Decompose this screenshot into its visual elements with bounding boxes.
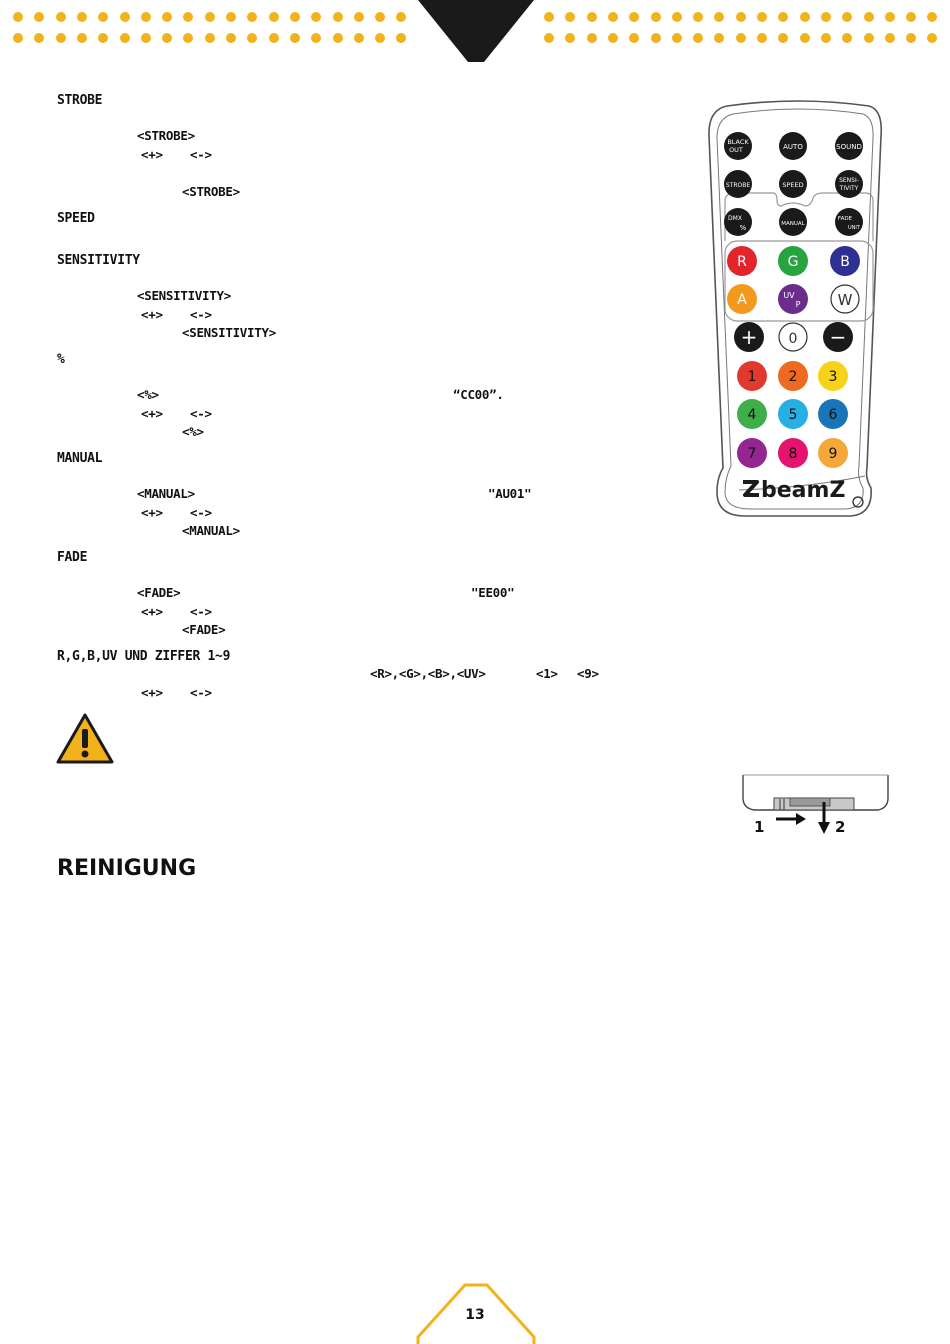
border-dot [629, 33, 639, 43]
remote-label-fade: FADE [837, 216, 853, 222]
top-dotted-border-right [540, 12, 950, 52]
percent-code: “CC00”. [453, 387, 504, 402]
manual-minus-key: <-> [190, 505, 212, 520]
border-dot [56, 33, 66, 43]
border-dot [544, 33, 554, 43]
border-dot [565, 12, 575, 22]
strobe-key-repeat: <STROBE> [182, 184, 240, 199]
border-dot [608, 12, 618, 22]
border-dot [375, 12, 385, 22]
border-dot [885, 33, 895, 43]
heading-rgbuv: R,G,B,UV UND ZIFFER 1~9 [57, 649, 231, 664]
remote-label-strobe: STROBE [725, 182, 751, 189]
remote-button-fade-unit [835, 208, 863, 236]
remote-label-r: R [737, 254, 747, 270]
remote-label-digit-3: 3 [828, 369, 838, 385]
border-dot [885, 12, 895, 22]
manual-key-repeat: <MANUAL> [182, 523, 240, 538]
border-dot [375, 33, 385, 43]
page-number: 13 [465, 1307, 485, 1323]
border-dot [757, 33, 767, 43]
remote-label-zero: 0 [788, 331, 798, 347]
remote-label-digit-8: 8 [788, 446, 798, 462]
border-dot [13, 33, 23, 43]
border-dot [778, 12, 788, 22]
remote-label-g: G [787, 254, 799, 270]
remote-label-digit-7: 7 [747, 446, 757, 462]
remote-label-dmx: DMX [728, 215, 742, 222]
border-dot [842, 12, 852, 22]
strobe-key: <STROBE> [137, 128, 195, 143]
manual-plus-key: <+> [141, 505, 163, 520]
border-dot [736, 33, 746, 43]
battery-step-2: 2 [835, 818, 846, 836]
border-dot [333, 12, 343, 22]
border-dot [714, 33, 724, 43]
remote-label-digit-4: 4 [747, 407, 757, 423]
heading-strobe: STROBE [57, 93, 103, 108]
fade-key-repeat: <FADE> [182, 622, 226, 637]
svg-text:beamZ: beamZ [761, 478, 846, 503]
remote-label-digit-1: 1 [747, 369, 757, 385]
border-dot [544, 12, 554, 22]
border-dot [226, 33, 236, 43]
border-dot [141, 12, 151, 22]
border-dot [98, 12, 108, 22]
border-dot [608, 33, 618, 43]
border-dot [736, 12, 746, 22]
border-dot [77, 12, 87, 22]
border-dot [162, 33, 172, 43]
heading-sensitivity: SENSITIVITY [57, 253, 140, 268]
border-dot [120, 33, 130, 43]
rgbuv-from-key: <1> [536, 666, 558, 681]
remote-control-illustration [705, 96, 891, 524]
rgbuv-keys: <R>,<G>,<B>,<UV> [370, 666, 486, 681]
percent-minus-key: <-> [190, 406, 212, 421]
remote-label-auto: AUTO [783, 143, 803, 151]
heading-cleaning: REINIGUNG [57, 856, 197, 881]
border-dot [927, 12, 937, 22]
border-dot [864, 12, 874, 22]
manual-code: "AU01" [488, 486, 532, 501]
fade-code: "EE00" [471, 585, 515, 600]
warning-icon [56, 713, 114, 765]
border-dot [821, 33, 831, 43]
remote-label-sensi: SENSI- [839, 177, 859, 184]
border-dot [34, 12, 44, 22]
remote-label-a: A [737, 292, 747, 308]
border-dot [183, 33, 193, 43]
border-dot [13, 12, 23, 22]
border-dot [226, 12, 236, 22]
battery-removal-diagram [740, 772, 892, 838]
battery-step-1: 1 [754, 818, 765, 836]
border-dot [98, 33, 108, 43]
border-dot [565, 33, 575, 43]
heading-manual: MANUAL [57, 451, 103, 466]
border-dot [396, 33, 406, 43]
percent-key-repeat: <%> [182, 424, 204, 439]
strobe-plus-key: <+> [141, 147, 163, 162]
remote-label-out: OUT [729, 146, 743, 154]
border-dot [800, 33, 810, 43]
remote-label-sound: SOUND [836, 143, 862, 151]
percent-plus-key: <+> [141, 406, 163, 421]
remote-label-dmx-percent: % [739, 224, 747, 232]
top-triangle-ornament [416, 0, 536, 66]
remote-label-digit-6: 6 [828, 407, 838, 423]
remote-label-uv: UV [783, 291, 795, 300]
remote-label-digit-5: 5 [788, 407, 798, 423]
rgbuv-to-key: <9> [577, 666, 599, 681]
border-dot [183, 12, 193, 22]
border-dot [587, 12, 597, 22]
strobe-minus-key: <-> [190, 147, 212, 162]
remote-button-dmx [724, 208, 752, 236]
percent-key: <%> [137, 387, 159, 402]
rgbuv-minus-key: <-> [190, 685, 212, 700]
rgbuv-plus-key: <+> [141, 685, 163, 700]
remote-label-p: P [795, 300, 801, 309]
remote-label-manual: MANUAL [781, 221, 805, 227]
top-dotted-border-left [0, 12, 420, 52]
remote-button-sensitivity [835, 170, 863, 198]
remote-label-w: W [837, 291, 853, 309]
remote-label-plus: + [740, 325, 758, 349]
border-dot [906, 12, 916, 22]
border-dot [927, 33, 937, 43]
remote-label-speed: SPEED [782, 181, 804, 189]
border-dot [205, 12, 215, 22]
border-dot [693, 12, 703, 22]
sensitivity-key-repeat: <SENSITIVITY> [182, 325, 276, 340]
heading-fade: FADE [57, 550, 88, 565]
border-dot [333, 33, 343, 43]
border-dot [651, 33, 661, 43]
border-dot [77, 33, 87, 43]
border-dot [247, 12, 257, 22]
border-dot [205, 33, 215, 43]
border-dot [269, 33, 279, 43]
border-dot [247, 33, 257, 43]
border-dot [757, 12, 767, 22]
border-dot [800, 12, 810, 22]
fade-minus-key: <-> [190, 604, 212, 619]
heading-speed: SPEED [57, 211, 95, 226]
sensitivity-key: <SENSITIVITY> [137, 288, 231, 303]
heading-percent: % [57, 352, 65, 367]
border-dot [290, 33, 300, 43]
border-dot [56, 12, 66, 22]
border-dot [311, 33, 321, 43]
remote-label-digit-9: 9 [828, 446, 838, 462]
border-dot [120, 12, 130, 22]
border-dot [629, 12, 639, 22]
border-dot [651, 12, 661, 22]
border-dot [864, 33, 874, 43]
border-dot [141, 33, 151, 43]
remote-label-minus: − [829, 325, 847, 349]
manual-key: <MANUAL> [137, 486, 195, 501]
border-dot [842, 33, 852, 43]
remote-label-black: BLACK [727, 138, 749, 146]
border-dot [587, 33, 597, 43]
border-dot [290, 12, 300, 22]
remote-label-tivity: TIVITY [839, 185, 859, 192]
border-dot [162, 12, 172, 22]
border-dot [821, 12, 831, 22]
remote-label-b: B [840, 254, 850, 270]
border-dot [693, 33, 703, 43]
border-dot [672, 12, 682, 22]
border-dot [354, 33, 364, 43]
sensitivity-plus-key: <+> [141, 307, 163, 322]
border-dot [311, 12, 321, 22]
border-dot [714, 12, 724, 22]
fade-key: <FADE> [137, 585, 181, 600]
border-dot [906, 33, 916, 43]
fade-plus-key: <+> [141, 604, 163, 619]
border-dot [269, 12, 279, 22]
border-dot [34, 33, 44, 43]
remote-label-digit-2: 2 [788, 369, 798, 385]
remote-label-unit: UNIT [848, 225, 860, 231]
sensitivity-minus-key: <-> [190, 307, 212, 322]
border-dot [396, 12, 406, 22]
border-dot [672, 33, 682, 43]
border-dot [778, 33, 788, 43]
border-dot [354, 12, 364, 22]
